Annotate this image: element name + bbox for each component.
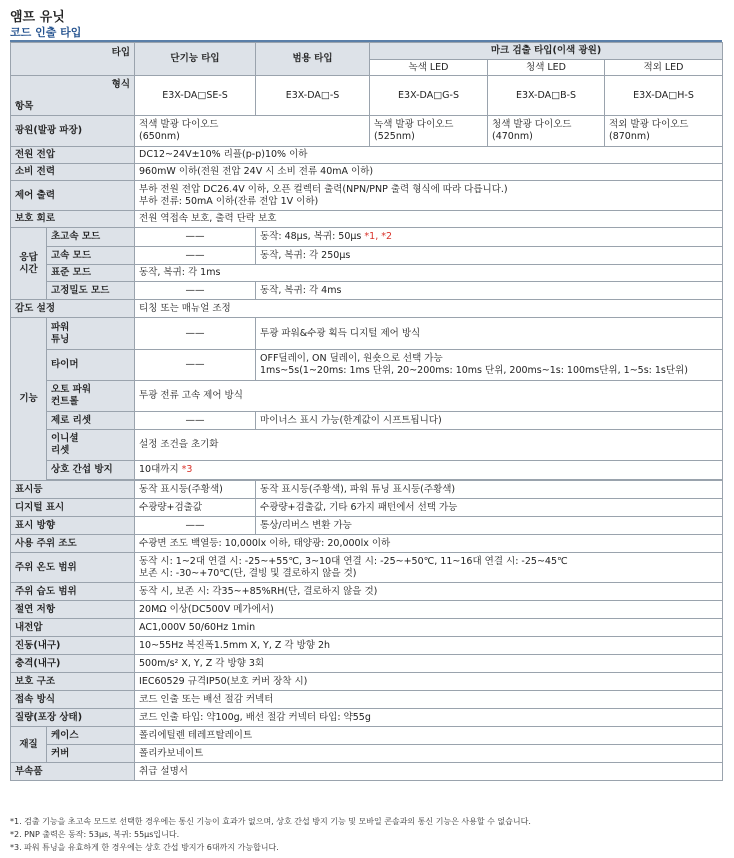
shock-label: 충격(내구) [11, 655, 135, 673]
auto-power-value: 투광 전류 고속 제어 방식 [135, 381, 723, 412]
footnote-1: *1. 검출 기능을 초고속 모드로 선택한 경우에는 통신 기능이 효과가 없으며, 상호 간섭 방지 기능 및 모바일 콘솔과의 통신 기능은 사용할 수 없습니다. [10, 817, 531, 826]
protection-circuit-label: 보호 회로 [11, 211, 135, 228]
temperature-label: 주위 온도 범위 [11, 553, 135, 583]
connection-value: 코드 인출 또는 배선 절감 커넥터 [135, 691, 723, 709]
sensitivity-label: 감도 설정 [11, 300, 135, 318]
control-output-value: 부하 전원 전압 DC26.4V 이하, 오픈 컬렉터 출력(NPN/PNP 출력 형식에 따라 다릅니다.) 부하 전류: 50mA 이하(잔류 전압 1V 이하) [135, 181, 723, 211]
control-output-label: 제어 출력 [11, 181, 135, 211]
withstand-voltage-label: 내전압 [11, 619, 135, 637]
shock-value: 500m/s² X, Y, Z 각 방향 3회 [135, 655, 723, 673]
display-direction-label: 표시 방향 [11, 517, 135, 535]
weight-label: 질량(포장 상태) [11, 709, 135, 727]
power-consumption-value: 960mW 이하(전원 전압 24V 시 소비 전류 40mA 이하) [135, 164, 723, 181]
function-label: 기능 [11, 318, 47, 481]
digital-display-label: 디지털 표시 [11, 499, 135, 517]
power-voltage-label: 전원 전압 [11, 147, 135, 164]
power-tuning-label: 파워 튜닝 [47, 318, 135, 350]
connection-label: 접속 방식 [11, 691, 135, 709]
power-voltage-value: DC12~24V±10% 리플(p-p)10% 이하 [135, 147, 723, 164]
standard-mode-label: 표준 모드 [47, 265, 135, 282]
material-label: 재질 [11, 727, 47, 763]
response-time-label: 응답 시간 [11, 228, 47, 300]
ultra-speed-note: *1, *2 [364, 231, 393, 243]
model-blue: E3X-DA□B-S [488, 76, 605, 116]
accessory-value: 취급 설명서 [135, 763, 723, 781]
enclosure-value: IEC60529 규격IP50(보호 커버 장착 시) [135, 673, 723, 691]
insulation-value: 20MΩ 이상(DC500V 메가에서) [135, 601, 723, 619]
fine-mode-single: —— [135, 282, 256, 300]
high-speed-value: 동작, 복귀: 각 250μs [256, 247, 723, 265]
ultra-speed-label: 초고속 모드 [47, 228, 135, 247]
display-direction-value: 통상/리버스 변환 가능 [256, 517, 723, 535]
humidity-label: 주위 습도 범위 [11, 583, 135, 601]
digital-display-value: 수광량+검출값, 기타 6가지 패턴에서 선택 가능 [256, 499, 723, 517]
header-form-label: 형식 [111, 78, 131, 90]
withstand-voltage-value: AC1,000V 50/60Hz 1min [135, 619, 723, 637]
timer-single: —— [135, 350, 256, 381]
type-blue-led: 청색 LED [488, 60, 605, 76]
material-cover-label: 커버 [47, 745, 135, 763]
high-speed-single: —— [135, 247, 256, 265]
timer-label: 타이머 [47, 350, 135, 381]
page-title: 앰프 유닛 [10, 10, 65, 25]
header-item-label: 항목 [15, 100, 34, 112]
light-source-blue: 청색 발광 다이오드 (470nm) [488, 116, 605, 147]
type-single: 단기능 타입 [135, 43, 256, 76]
footnote-3: *3. 파워 튜닝을 유효하게 한 경우에는 상호 간섭 방지가 6대까지 가능합니다. [10, 843, 279, 852]
power-tuning-value: 투광 파워&수광 획득 디지털 제어 방식 [256, 318, 723, 350]
model-green: E3X-DA□G-S [370, 76, 488, 116]
illuminance-label: 사용 주위 조도 [11, 535, 135, 553]
type-ir-led: 적외 LED [605, 60, 723, 76]
zero-reset-value: 마이너스 표시 가능(한계값이 시프트됩니다) [256, 412, 723, 430]
power-consumption-label: 소비 전력 [11, 164, 135, 181]
model-single: E3X-DA□SE-S [135, 76, 256, 116]
footnote-2: *2. PNP 출력은 동작: 53μs, 복귀: 55μs입니다. [10, 830, 180, 839]
header-form-item [11, 76, 135, 116]
type-mark: 마크 검출 타입(이색 광원) [370, 43, 723, 60]
high-speed-label: 고속 모드 [47, 247, 135, 265]
header-type-label: 타입 [11, 43, 135, 76]
sensitivity-value: 티칭 또는 매뉴얼 조정 [135, 300, 723, 318]
ultra-speed-single: —— [135, 228, 256, 247]
digital-display-single: 수광량+검출값 [135, 499, 256, 517]
zero-reset-single: —— [135, 412, 256, 430]
spec-table [10, 42, 723, 781]
illuminance-value: 수광면 조도 백열등: 10,000lx 이하, 태양광: 20,000lx 이하 [135, 535, 723, 553]
power-tuning-single: —— [135, 318, 256, 350]
accessory-label: 부속품 [11, 763, 135, 781]
indicator-label: 표시등 [11, 481, 135, 499]
light-source-label: 광원(발광 파장) [11, 116, 135, 147]
fine-mode-label: 고정밀도 모드 [47, 282, 135, 300]
display-direction-single: —— [135, 517, 256, 535]
humidity-value: 동작 시, 보존 시: 각35~+85%RH(단, 결로하지 않을 것) [135, 583, 723, 601]
auto-power-label: 오토 파워 컨트롤 [47, 381, 135, 412]
protection-circuit-value: 전원 역접속 보호, 출력 단락 보호 [135, 211, 723, 228]
fine-mode-value: 동작, 복귀: 각 4ms [256, 282, 723, 300]
indicator-single: 동작 표시등(주황색) [135, 481, 256, 499]
model-general: E3X-DA□-S [256, 76, 370, 116]
vibration-label: 진동(내구) [11, 637, 135, 655]
material-case-value: 폴리에틸렌 테레프탈레이트 [135, 727, 723, 745]
mutual-interference-label: 상호 간섭 방지 [47, 461, 135, 480]
temperature-value: 동작 시: 1~2대 연결 시: -25~+55℃, 3~10대 연결 시: -25~+50℃, 11~16대 연결 시: -25~45℃ 보존 시: -30~+70℃(단, 결빙 및 결로하지 않을 것) [135, 553, 723, 583]
initial-reset-label: 이니셜 리셋 [47, 430, 135, 461]
standard-mode-value: 동작, 복귀: 각 1ms [135, 265, 723, 282]
vibration-value: 10~55Hz 복진폭1.5mm X, Y, Z 각 방향 2h [135, 637, 723, 655]
insulation-label: 절연 저항 [11, 601, 135, 619]
light-source-red: 적색 발광 다이오드 (650nm) [135, 116, 370, 147]
material-cover-value: 폴리카보네이트 [135, 745, 723, 763]
weight-value: 코드 인출 타입: 약100g, 배선 절감 커넥터 타입: 약55g [135, 709, 723, 727]
mutual-interference-value: 10대까지 *3 [135, 461, 723, 480]
timer-value: OFF딜레이, ON 딜레이, 원숏으로 선택 가능 1ms~5s(1~20ms: 1ms 단위, 20~200ms: 10ms 단위, 200ms~1s: 100ms단위, 1~5s: 1s단위) [256, 350, 723, 381]
type-general: 범용 타입 [256, 43, 370, 76]
mutual-interference-note: *3 [181, 464, 193, 476]
light-source-ir: 적외 발광 다이오드 (870nm) [605, 116, 723, 147]
page-subtitle: 코드 인출 타입 [10, 26, 82, 39]
light-source-green: 녹색 발광 다이오드 (525nm) [370, 116, 488, 147]
enclosure-label: 보호 구조 [11, 673, 135, 691]
footnotes [10, 815, 722, 854]
indicator-value: 동작 표시등(주황색), 파워 튜닝 표시등(주황색) [256, 481, 723, 499]
ultra-speed-value: 동작: 48μs, 복귀: 50μs *1, *2 [256, 228, 723, 247]
material-case-label: 케이스 [47, 727, 135, 745]
model-ir: E3X-DA□H-S [605, 76, 723, 116]
initial-reset-value: 설정 조건을 초기화 [135, 430, 723, 461]
zero-reset-label: 제로 리셋 [47, 412, 135, 430]
type-green-led: 녹색 LED [370, 60, 488, 76]
